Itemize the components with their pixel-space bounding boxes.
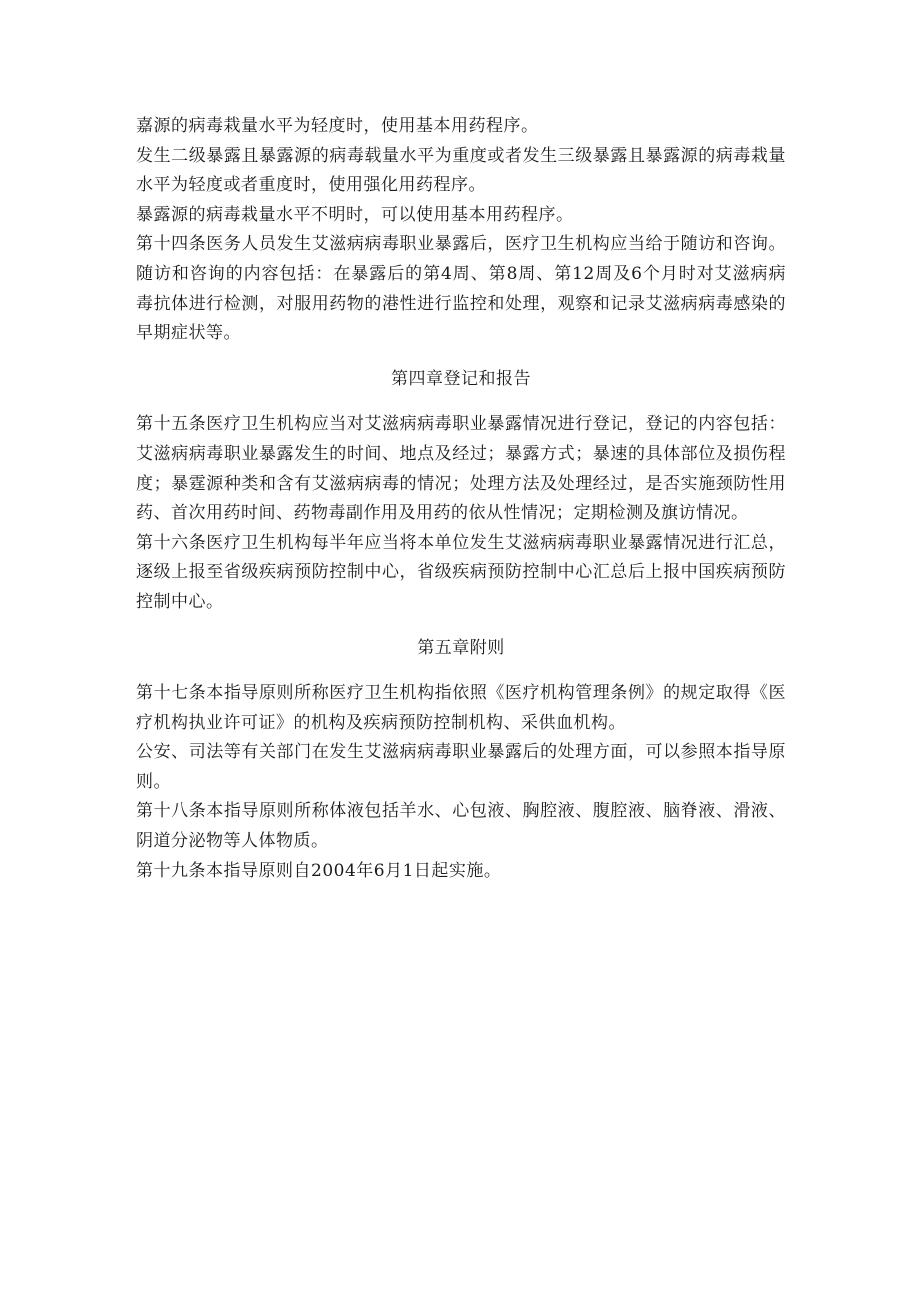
chapter-4-heading: 第四章登记和报告 bbox=[391, 368, 531, 389]
paragraph: 嘉源的病毒栽量水平为轻度时，使用基本用药程序。 bbox=[136, 116, 539, 136]
chapter-5-heading: 第五章附则 bbox=[417, 637, 505, 658]
article-19-paragraph: 第十九条本指导原则自2004年6月1日起实施。 bbox=[136, 860, 502, 881]
paragraph: 暴露源的病毒栽量水平不明时，可以使用基本用药程序。 bbox=[136, 204, 574, 225]
article-17-paragraph: 第十七条本指导原则所称医疗卫生机构指依照《医疗机构管理条例》的规定取得《医疗机构执业许可证》的机构及疾病预防控制机构、采供血机构。 bbox=[136, 683, 786, 733]
paragraph: 公安、司法等有关部门在发生艾滋病病毒职业暴露后的处理方面，可以参照本指导原则。 bbox=[136, 742, 786, 792]
article-14-paragraph: 第十四条医务人员发生艾滋病病毒职业暴露后，医疗卫生机构应当给于随访和咨询。随访和咨询的内容包括：在暴露后的第4周、第8周、第12周及6个月时对艾滋病病毒抗体进行检测，对服用药物的港性进行监控和处理，观察和记录艾滋病病毒感染的早期症状等。 bbox=[136, 234, 786, 344]
article-18-paragraph: 第十八条本指导原则所称体液包括羊水、心包液、胸腔液、腹腔液、脑脊液、滑液、阴道分泌物等人体物质。 bbox=[136, 801, 786, 852]
paragraph: 发生二级暴露且暴露源的病毒载量水平为重度或者发生三级暴露且暴露源的病毒栽量水平为轻度或者重度时，使用强化用药程序。 bbox=[136, 145, 786, 196]
article-16-paragraph: 第十六条医疗卫生机构每半年应当将本单位发生艾滋病病毒职业暴露情况进行汇总，逐级上报至省级疾病预防控制中心，省级疾病预防控制中心汇总后上报中国疾病预防控制中心。 bbox=[136, 532, 786, 612]
article-15-paragraph: 第十五条医疗卫生机构应当对艾滋病病毒职业暴露情况进行登记，登记的内容包括：艾滋病病毒职业暴露发生的时间、地点及经过；暴露方式；暴速的具体部位及损伤程度；暴霆源种类和含有艾滋病病毒的情况；处理方法及处理经过，是否实施颈防性用药、首次用药时间、药物毒副作用及用药的依从性情况；定期检测及旗访情况。 bbox=[136, 414, 786, 524]
document-page bbox=[136, 112, 786, 886]
